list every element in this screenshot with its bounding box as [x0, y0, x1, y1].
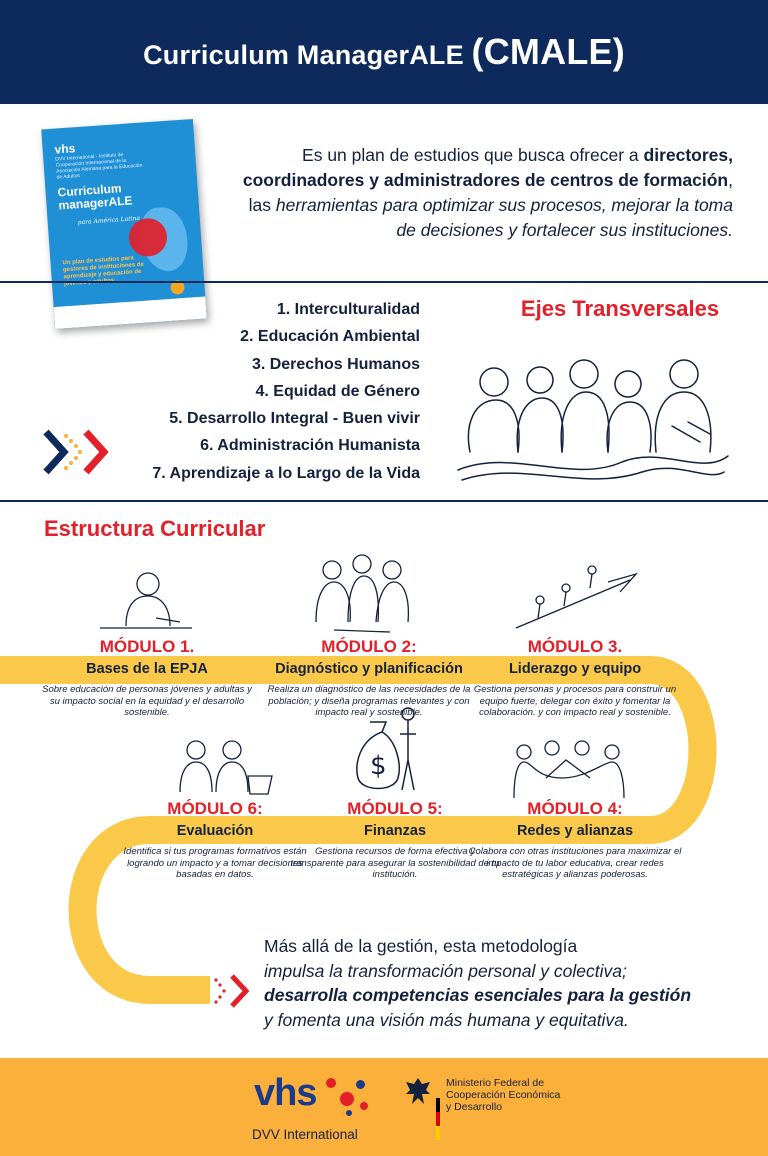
- module-label: MÓDULO 2:: [321, 637, 417, 656]
- list-item: 2. Educación Ambiental: [240, 328, 420, 346]
- book-logo: vhs: [54, 141, 76, 157]
- book-subtitle: Un plan de estudios para gestores de instituciones de aprendizaje y educación de jóvenes: [62, 255, 145, 288]
- intro-text-2: , las: [248, 170, 733, 215]
- closing-line-4: y fomenta una visión más humana y equitativa.: [264, 1009, 629, 1030]
- list-item: 4. Equidad de Género: [255, 382, 420, 400]
- title-main: Curriculum ManagerALE: [143, 40, 464, 70]
- module-label: MÓDULO 6:: [167, 799, 263, 818]
- logo-dot: [356, 1080, 365, 1089]
- ministry-line-1: Ministerio Federal de: [446, 1077, 545, 1089]
- list-item: 3. Derechos Humanos: [251, 355, 420, 373]
- module-name: Finanzas: [363, 823, 427, 839]
- logo-dot: [326, 1078, 336, 1088]
- double-chevron-icon: [208, 972, 256, 1010]
- network-lineart-icon: [506, 738, 632, 802]
- module-desc: Colabora con otras instituciones para maximizar el impacto de tu labor educativa, crear redes estratégicas y alianzas poderosas.: [468, 846, 682, 880]
- axes-list: [120, 296, 420, 487]
- list-item: 1. Interculturalidad: [276, 301, 420, 318]
- module-name: Diagnóstico y planificación: [275, 661, 463, 677]
- module-desc: Gestiona personas y procesos para construir un equipo fuerte, delegar con éxito y fomentar la colaboración. y con impacto real y sostenible.: [473, 684, 677, 718]
- module-name: Evaluación: [176, 823, 254, 839]
- intro-italic-1: herramientas para optimizar sus procesos, mejorar la toma de decisiones y fortalecer sus instituciones.: [275, 195, 733, 240]
- eagle-emblem-icon: [404, 1076, 432, 1106]
- closing-line-1: Más allá de la gestión, esta metodología: [264, 936, 578, 956]
- logo-dot: [340, 1092, 354, 1106]
- module-label: MÓDULO 5:: [347, 799, 443, 818]
- book-small-text: DVV International · Instituto de Cooperación Internacional de la Asociación Alemana para la Educación de Adultos: [55, 151, 143, 181]
- vhs-logo: vhs: [254, 1072, 317, 1114]
- module-1: [32, 636, 262, 719]
- flag-gold: [436, 1126, 440, 1140]
- module-name: Liderazgo y equipo: [508, 661, 642, 677]
- module-name: Bases de la EPJA: [86, 661, 208, 677]
- closing-paragraph: [264, 934, 734, 1032]
- double-chevron-icon: [42, 426, 110, 478]
- page-title: [143, 31, 625, 73]
- list-item: 5. Desarrollo Integral - Buen vivir: [169, 410, 420, 428]
- page-header: [0, 0, 768, 104]
- closing-line-3: desarrolla competencias esenciales para la gestión: [264, 985, 692, 1005]
- module-6: [100, 798, 330, 881]
- divider-middle: [0, 500, 768, 502]
- module-2: [254, 636, 484, 719]
- module-desc: Identifica si tus programas formativos están logrando un impacto y a tomar decisiones basadas en datos.: [123, 846, 307, 880]
- title-abbr: (CMALE): [471, 31, 625, 72]
- module-label: MÓDULO 4:: [527, 799, 623, 818]
- ministry-line-2: Cooperación Económica: [446, 1089, 561, 1101]
- intro-bold-1: directores, coordinadores y administradores de centros de formación: [242, 145, 733, 190]
- flag-red: [436, 1112, 440, 1126]
- student-lineart-icon: [96, 566, 196, 636]
- divider-top: [0, 281, 768, 283]
- logo-dot: [346, 1110, 352, 1116]
- evaluation-lineart-icon: [168, 736, 278, 800]
- closing-line-2: impulsa la transformación personal y colectiva;: [264, 960, 627, 981]
- list-item: 7. Aprendizaje a lo Largo de la Vida: [152, 464, 420, 482]
- module-desc: Gestiona recursos de forma efectiva y transparente para asegurar la sostenibilidad de tu institución.: [290, 846, 500, 880]
- people-lineart-icon: [452, 352, 732, 492]
- intro-paragraph: [235, 143, 733, 243]
- module-3: [460, 636, 690, 719]
- module-name: Redes y alianzas: [516, 823, 634, 839]
- module-label: MÓDULO 3.: [527, 637, 623, 656]
- ejes-title: Ejes Transversales: [520, 296, 720, 321]
- footer: [0, 1058, 768, 1156]
- ministry-line-3: y Desarrollo: [446, 1101, 503, 1113]
- ministry-label: [446, 1077, 560, 1113]
- dvv-label: DVV International: [252, 1127, 358, 1142]
- book-script: para América Latina: [77, 214, 141, 227]
- logo-dot: [360, 1102, 368, 1110]
- book-title: Curriculum managerALE: [57, 181, 133, 213]
- svg-text:$: $: [370, 751, 387, 781]
- list-item: 6. Administración Humanista: [200, 437, 420, 455]
- module-desc: Sobre educación de personas jóvenes y adultas y su impacto social en la equidad y el desarrollo sostenible.: [42, 684, 252, 718]
- intro-text-1: Es un plan de estudios que busca ofrecer a: [302, 145, 644, 165]
- team-lineart-icon: [304, 552, 420, 638]
- leadership-lineart-icon: [510, 552, 640, 632]
- module-label: MÓDULO 1.: [99, 637, 195, 656]
- module-desc: Realiza un diagnóstico de las necesidades de la población; y diseña programas relevantes y con impacto real y sostenible.: [267, 684, 471, 718]
- estructura-title: Estructura Curricular: [44, 516, 266, 541]
- flag-black: [436, 1098, 440, 1112]
